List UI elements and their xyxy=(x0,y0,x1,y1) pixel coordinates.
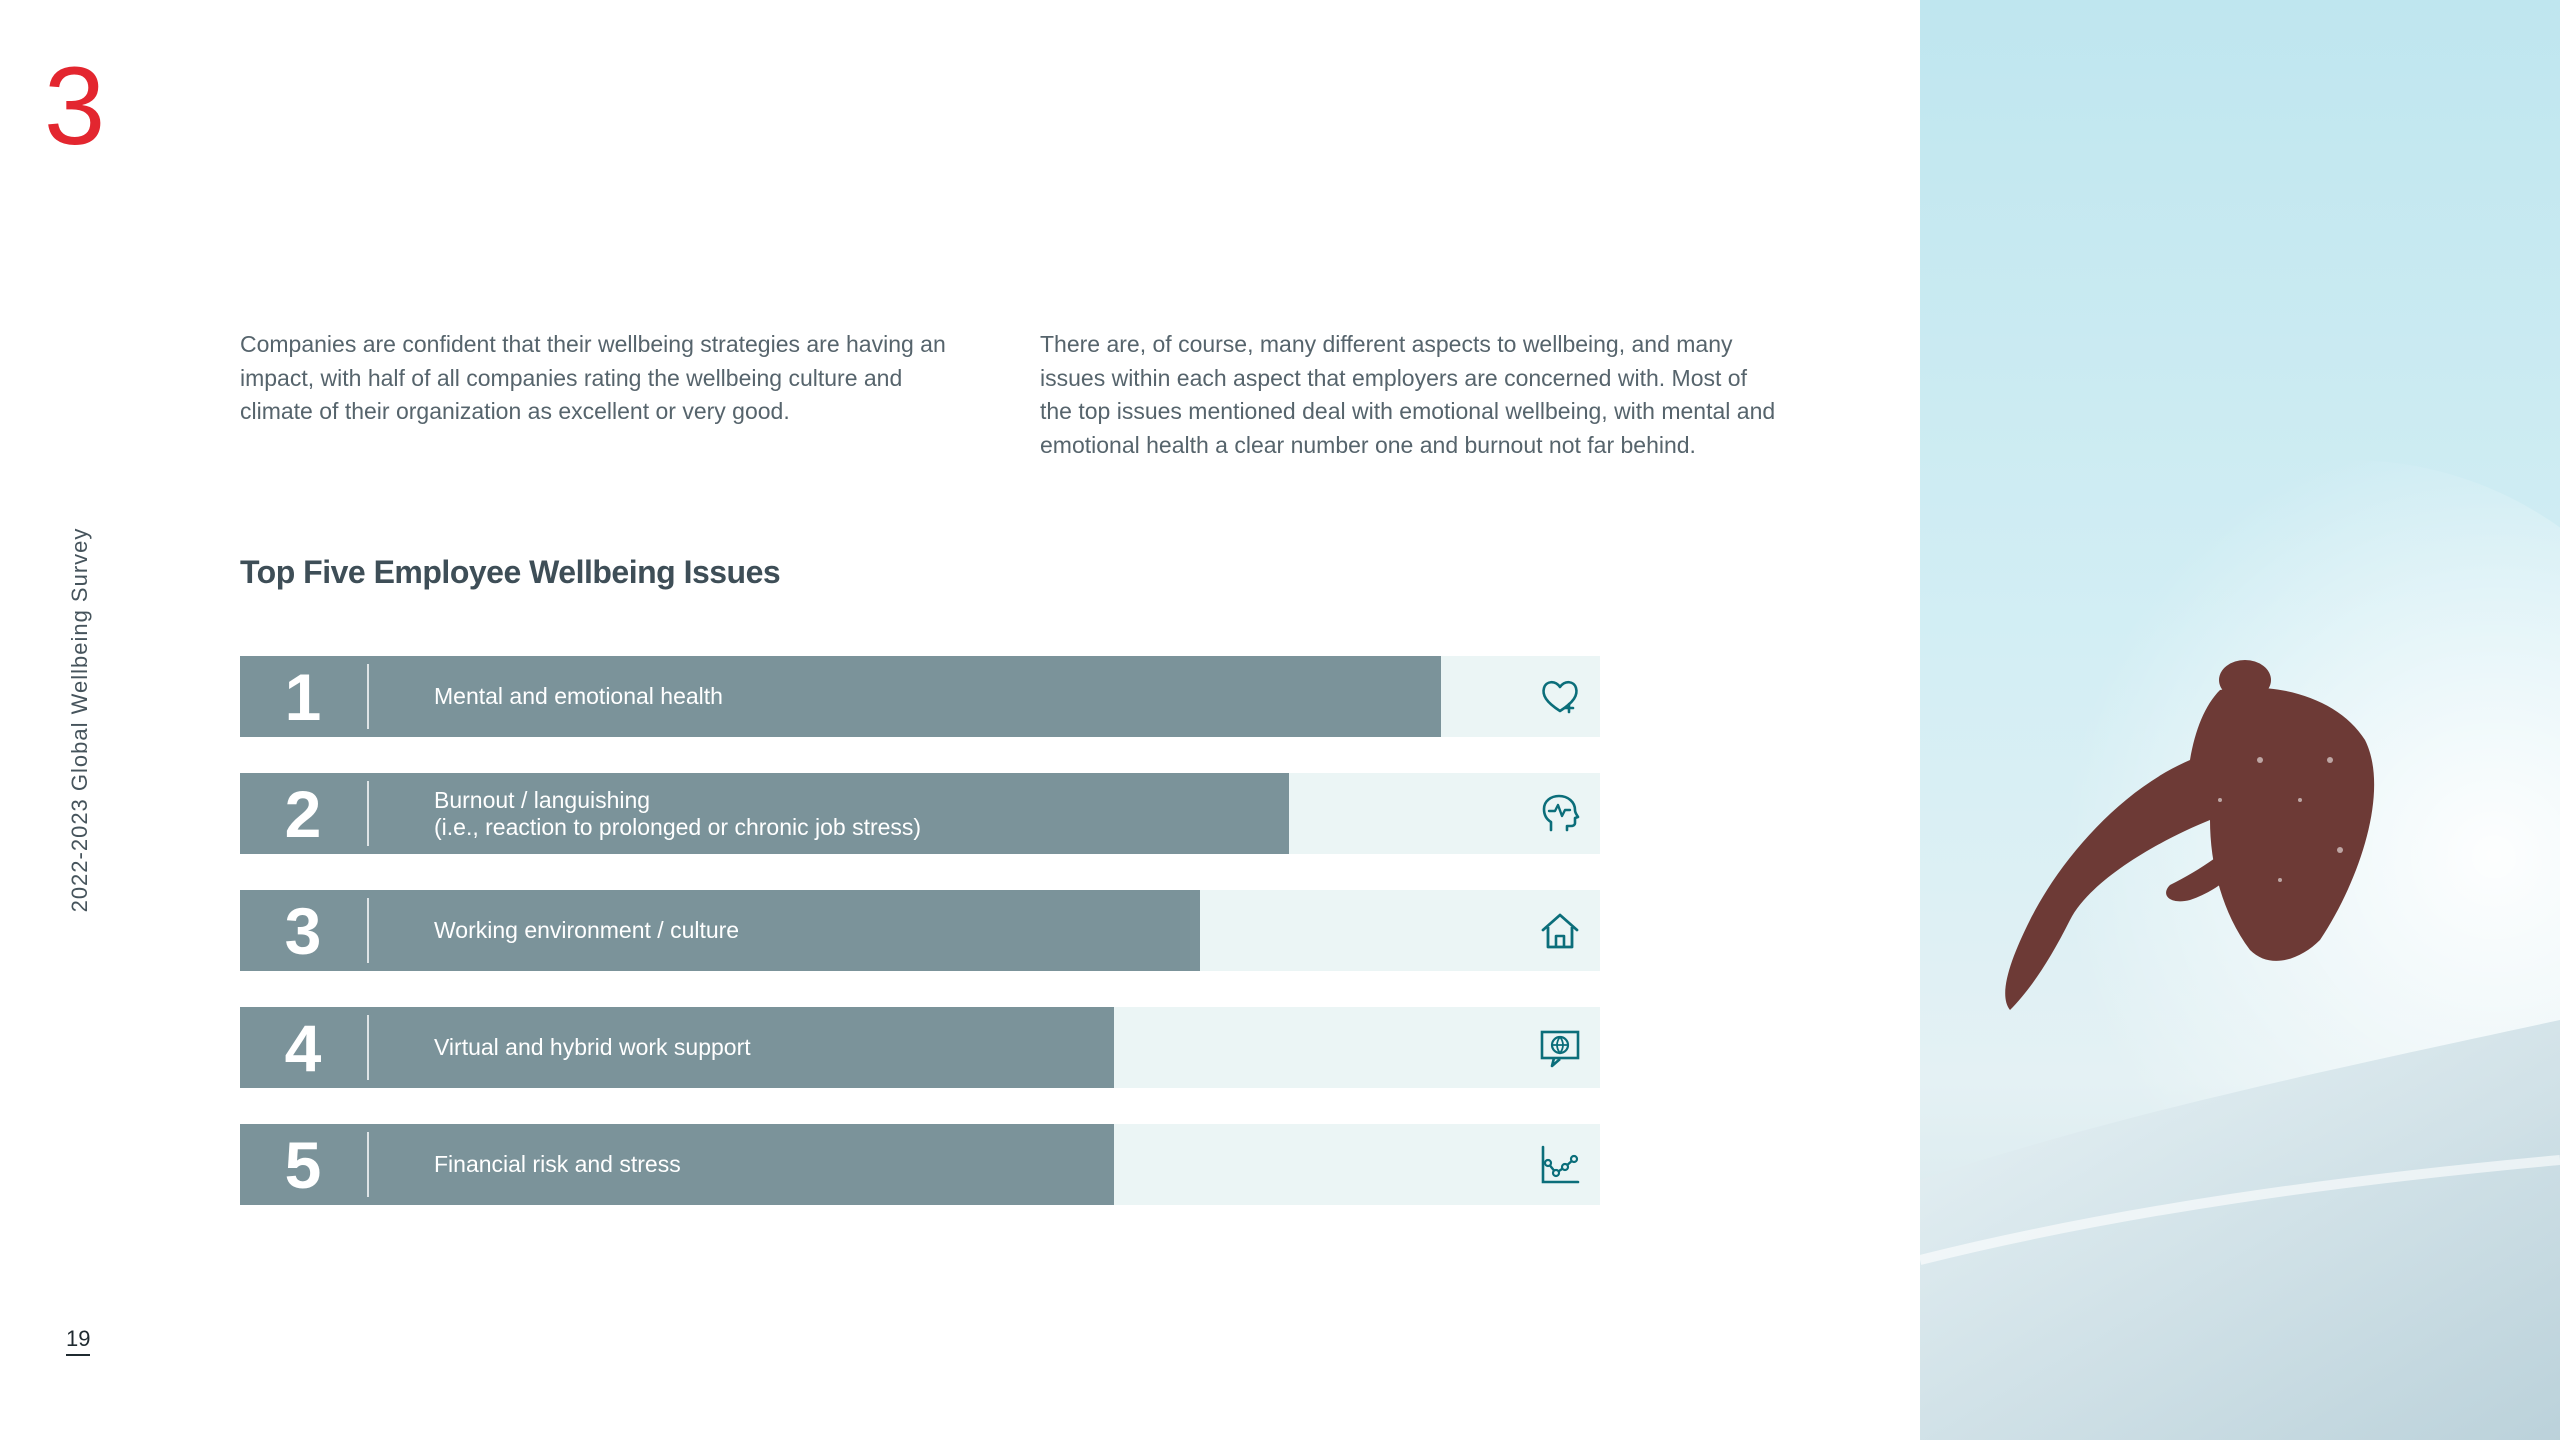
monitor-globe-icon xyxy=(1538,1026,1582,1070)
chapter-number: 3 xyxy=(44,45,106,168)
head-pulse-icon xyxy=(1538,792,1582,836)
issue-label-line: Mental and emotional health xyxy=(434,683,723,709)
issue-divider xyxy=(367,781,369,846)
heart-plus-icon xyxy=(1538,675,1582,719)
page-number: 19 xyxy=(66,1326,90,1356)
issue-row xyxy=(240,773,1600,854)
issue-rank: 1 xyxy=(284,659,322,734)
surfer-photo xyxy=(1920,0,2560,1440)
issue-rank: 3 xyxy=(284,893,322,968)
issue-label-line: (i.e., reaction to prolonged or chronic job stress) xyxy=(434,813,922,840)
section-title: Top Five Employee Wellbeing Issues xyxy=(240,554,781,590)
issue-label xyxy=(434,890,739,971)
issue-divider xyxy=(367,1015,369,1080)
issue-bar-fill xyxy=(240,656,1441,737)
report-title-vertical: 2022-2023 Global Wellbeing Survey xyxy=(67,527,92,913)
issue-row xyxy=(240,656,1600,737)
issue-divider xyxy=(367,1132,369,1197)
chart-trend-icon xyxy=(1538,1143,1582,1187)
issue-rank: 2 xyxy=(284,776,322,851)
issue-label xyxy=(434,1124,681,1205)
issue-label-line: Working environment / culture xyxy=(434,917,740,943)
issue-label-line: Financial risk and stress xyxy=(434,1151,681,1177)
issue-rank: 5 xyxy=(284,1127,322,1202)
intro-paragraph-right: There are, of course, many different aspects to wellbeing, and many issues within each aspect that employers are concerned with. Most of the top issues mentioned deal with emotional wellbeing, with mental and emotional health a clear number one and burnout not far behind. xyxy=(1040,331,1776,458)
house-icon xyxy=(1538,909,1582,953)
issue-divider xyxy=(367,664,369,729)
issues-list xyxy=(240,656,1600,1241)
issue-row xyxy=(240,1007,1600,1088)
issue-row xyxy=(240,1124,1600,1205)
issue-rank: 4 xyxy=(284,1010,322,1085)
issue-label xyxy=(434,656,723,737)
issue-row xyxy=(240,890,1600,971)
intro-paragraph-left: Companies are confident that their wellbeing strategies are having an impact, with half of all companies rating the wellbeing culture and climate of their organization as excellent or very good. xyxy=(240,331,946,424)
issue-divider xyxy=(367,898,369,963)
issue-label-line: Burnout / languishing xyxy=(434,786,651,813)
issue-label-line: Virtual and hybrid work support xyxy=(434,1034,751,1060)
issue-label xyxy=(434,1007,751,1088)
issue-label xyxy=(434,773,921,854)
